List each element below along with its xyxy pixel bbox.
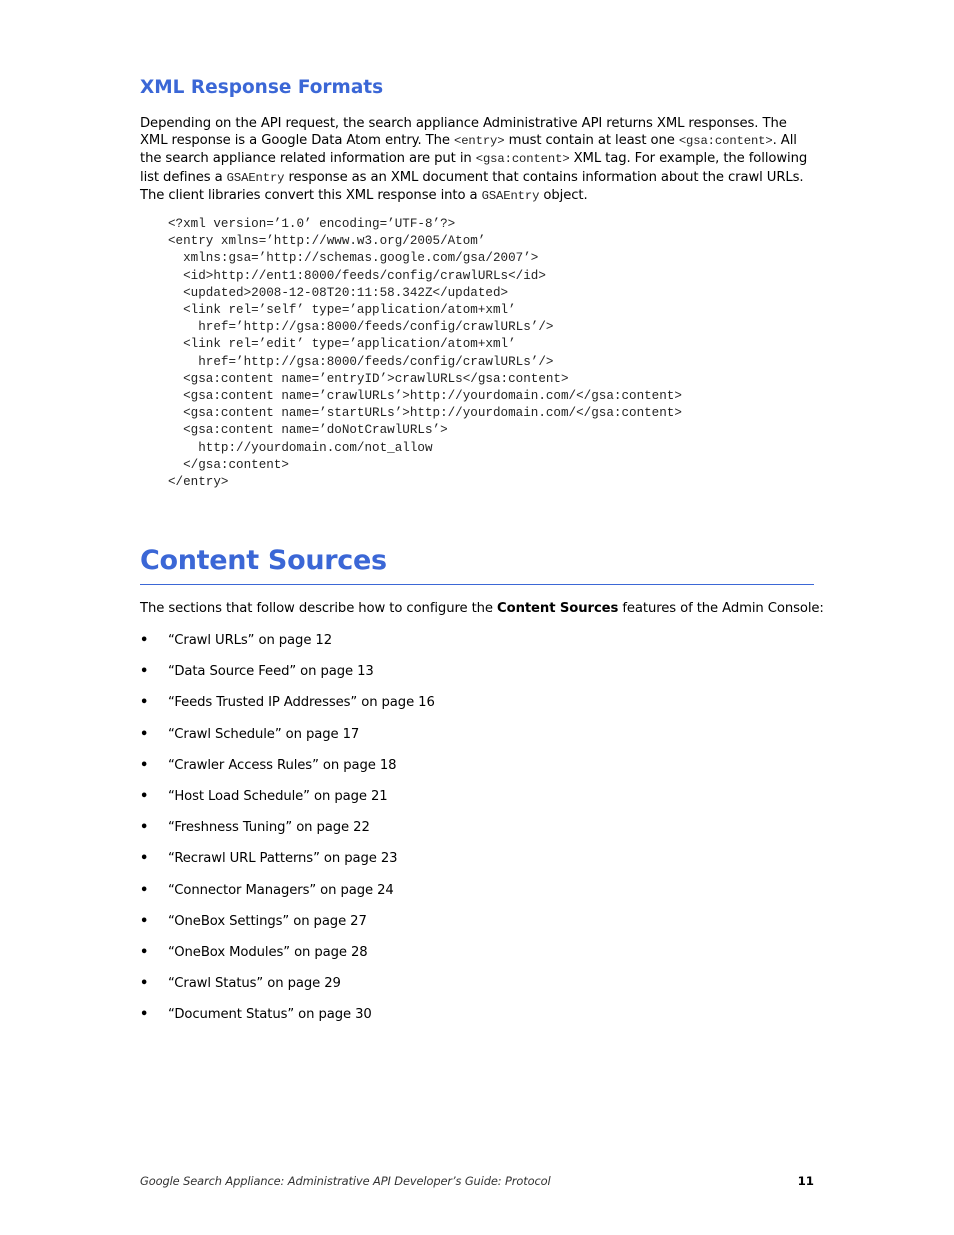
list-item-link[interactable]: “Data Source Feed” on page 13 <box>168 664 374 680</box>
list-item[interactable] <box>140 944 435 975</box>
section-paragraph <box>140 115 816 205</box>
list-item[interactable] <box>140 975 435 1006</box>
inline-code: <gsa:content> <box>475 152 570 167</box>
inline-code: <entry> <box>453 134 505 149</box>
list-item[interactable] <box>140 663 435 694</box>
xml-code-block: <?xml version=’1.0’ encoding=’UTF-8’?> <entry xmlns=’http://www.w3.org/2005/Atom’ xmlns:gsa=’http://schemas.google.com/gsa/2007’> <id>http://ent1:8000/feeds/config/crawlURLs</id> <updated>2008-12-08T20:11:58.342Z</updated> <link rel=’self’ type=’application/atom+xml’ href=’http://gsa:8000/feeds/config/crawlURLs’/> <link rel=’edit’ type=’application/atom+xml’ href=’http://gsa:8000/feeds/config/crawlURLs’/> <gsa:content name=’entryID’>crawlURLs</gsa:content> <gsa:content name=’crawlURLs’>http://yourdomain.com/</gsa:content> <gsa:content name=’startURLs’>http://yourdomain.com/</gsa:content> <gsa:content name=’doNotCrawlURLs’> http://yourdomain.com/not_allow </gsa:content> </entry> <box>168 217 682 490</box>
list-item[interactable] <box>140 726 435 757</box>
chapter-heading: Content Sources <box>140 545 387 576</box>
bullet-icon: • <box>140 633 149 648</box>
inline-code: GSAEntry <box>481 188 540 203</box>
paragraph-text: object. <box>539 187 588 203</box>
bullet-icon: • <box>140 944 149 960</box>
inline-code: GSAEntry <box>226 170 285 185</box>
heading-rule <box>140 584 814 585</box>
bullet-icon: • <box>140 726 149 742</box>
bullet-icon: • <box>140 1007 149 1023</box>
list-item-link[interactable]: “Crawl Schedule” on page 17 <box>168 726 360 742</box>
intro-bold: Content Sources <box>497 601 619 616</box>
paragraph-text: XML tag. For example, the following list defines a <box>140 151 808 185</box>
list-item-link[interactable]: “Crawl Status” on page 29 <box>168 976 341 992</box>
paragraph-text: response as an XML document that contains information about the crawl URLs. The client libraries convert this XML response into a <box>140 169 804 203</box>
bullet-icon: • <box>140 664 149 680</box>
list-item-link[interactable]: “Recrawl URL Patterns” on page 23 <box>168 851 398 867</box>
list-item[interactable] <box>140 850 435 881</box>
list-item[interactable] <box>140 757 435 788</box>
paragraph-text: must contain at least one <box>504 133 679 149</box>
list-item[interactable] <box>140 694 435 725</box>
bullet-icon: • <box>140 913 149 929</box>
list-item-link[interactable]: “Document Status” on page 30 <box>168 1007 372 1023</box>
footer-title: Google Search Appliance: Administrative API Developer’s Guide: Protocol <box>140 1174 551 1188</box>
list-item[interactable] <box>140 882 435 913</box>
bullet-icon: • <box>140 788 149 804</box>
section-heading: XML Response Formats <box>140 77 384 98</box>
chapter-intro <box>140 600 830 617</box>
list-item-link[interactable]: “Feeds Trusted IP Addresses” on page 16 <box>168 695 435 711</box>
page-number: 11 <box>797 1174 814 1188</box>
bullet-icon: • <box>140 757 149 773</box>
inline-code: <gsa:content> <box>678 134 773 149</box>
list-item-link[interactable]: “OneBox Modules” on page 28 <box>168 944 368 960</box>
bullet-icon: • <box>140 976 149 992</box>
list-item-link[interactable]: “Host Load Schedule” on page 21 <box>168 788 388 804</box>
list-item-link[interactable]: “Crawl URLs” on page 12 <box>168 633 332 648</box>
content-sources-list <box>140 632 435 1037</box>
intro-text: The sections that follow describe how to configure the <box>140 601 498 616</box>
list-item[interactable] <box>140 1006 435 1037</box>
list-item[interactable] <box>140 913 435 944</box>
list-item-link[interactable]: “Crawler Access Rules” on page 18 <box>168 757 397 773</box>
list-item[interactable] <box>140 632 435 663</box>
bullet-icon: • <box>140 820 149 836</box>
list-item-link[interactable]: “Connector Managers” on page 24 <box>168 882 394 898</box>
list-item[interactable] <box>140 788 435 819</box>
intro-text: features of the Admin Console: <box>618 601 824 616</box>
bullet-icon: • <box>140 882 149 898</box>
bullet-icon: • <box>140 851 149 867</box>
bullet-icon: • <box>140 695 149 711</box>
list-item[interactable] <box>140 819 435 850</box>
paragraph-text: . All the search appliance related information are put in <box>140 133 797 167</box>
list-item-link[interactable]: “OneBox Settings” on page 27 <box>168 913 367 929</box>
list-item-link[interactable]: “Freshness Tuning” on page 22 <box>168 820 370 836</box>
paragraph-text: Depending on the API request, the search appliance Administrative API returns XML responses. The XML response is a Google Data Atom entry. The <box>140 116 787 149</box>
